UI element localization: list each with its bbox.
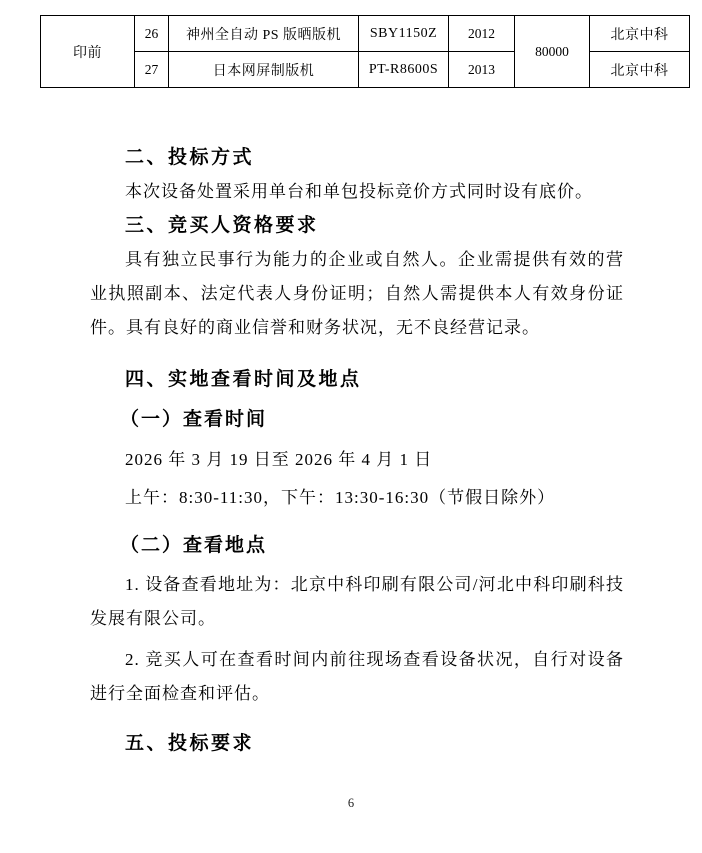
cell-vendor: 北京中科 [590,16,690,52]
cell-no: 27 [135,52,169,88]
section-5-heading: 五、投标要求 [125,733,255,754]
cell-year: 2012 [449,16,515,52]
section-2-heading: 二、投标方式 [125,147,255,168]
section-4-heading: 四、实地查看时间及地点 [125,369,362,390]
document-body [90,88,624,761]
section-4-sub-1-heading: （一）查看时间 [120,409,268,430]
viewing-hours-line: 上午：8:30-11:30，下午：13:30-16:30（节假日除外） [125,488,556,507]
cell-equipment-name: 神州全自动 PS 版晒版机 [169,16,359,52]
section-4-sub-2-heading: （二）查看地点 [120,535,268,556]
viewing-address-paragraph: 1. 设备查看地址为：北京中科印刷有限公司/河北中科印刷科技发展有限公司。 [90,575,624,628]
cell-model: SBY1150Z [359,16,449,52]
cell-equipment-name: 日本网屏制版机 [169,52,359,88]
cell-category: 印前 [41,16,135,88]
table-row-27 [41,52,690,88]
section-2-paragraph: 本次设备处置采用单台和单包投标竞价方式同时设有底价。 [125,182,593,201]
cell-model: PT-R8600S [359,52,449,88]
equipment-table [40,15,690,88]
page-number: 6 [347,796,355,810]
section-3-heading: 三、竞买人资格要求 [125,215,319,236]
cell-year: 2013 [449,52,515,88]
inspection-paragraph: 2. 竞买人可在查看时间内前往现场查看设备状况，自行对设备进行全面检查和评估。 [90,650,624,703]
section-3-paragraph: 具有独立民事行为能力的企业或自然人。企业需提供有效的营业执照副本、法定代表人身份证明；自然人需提供本人有效身份证件。具有良好的商业信誉和财务状况，无不良经营记录。 [90,250,624,337]
table-row-26 [41,16,690,52]
cell-no: 26 [135,16,169,52]
cell-vendor: 北京中科 [590,52,690,88]
cell-price: 80000 [515,16,590,88]
viewing-dates-line: 2026 年 3 月 19 日至 2026 年 4 月 1 日 [125,450,433,469]
